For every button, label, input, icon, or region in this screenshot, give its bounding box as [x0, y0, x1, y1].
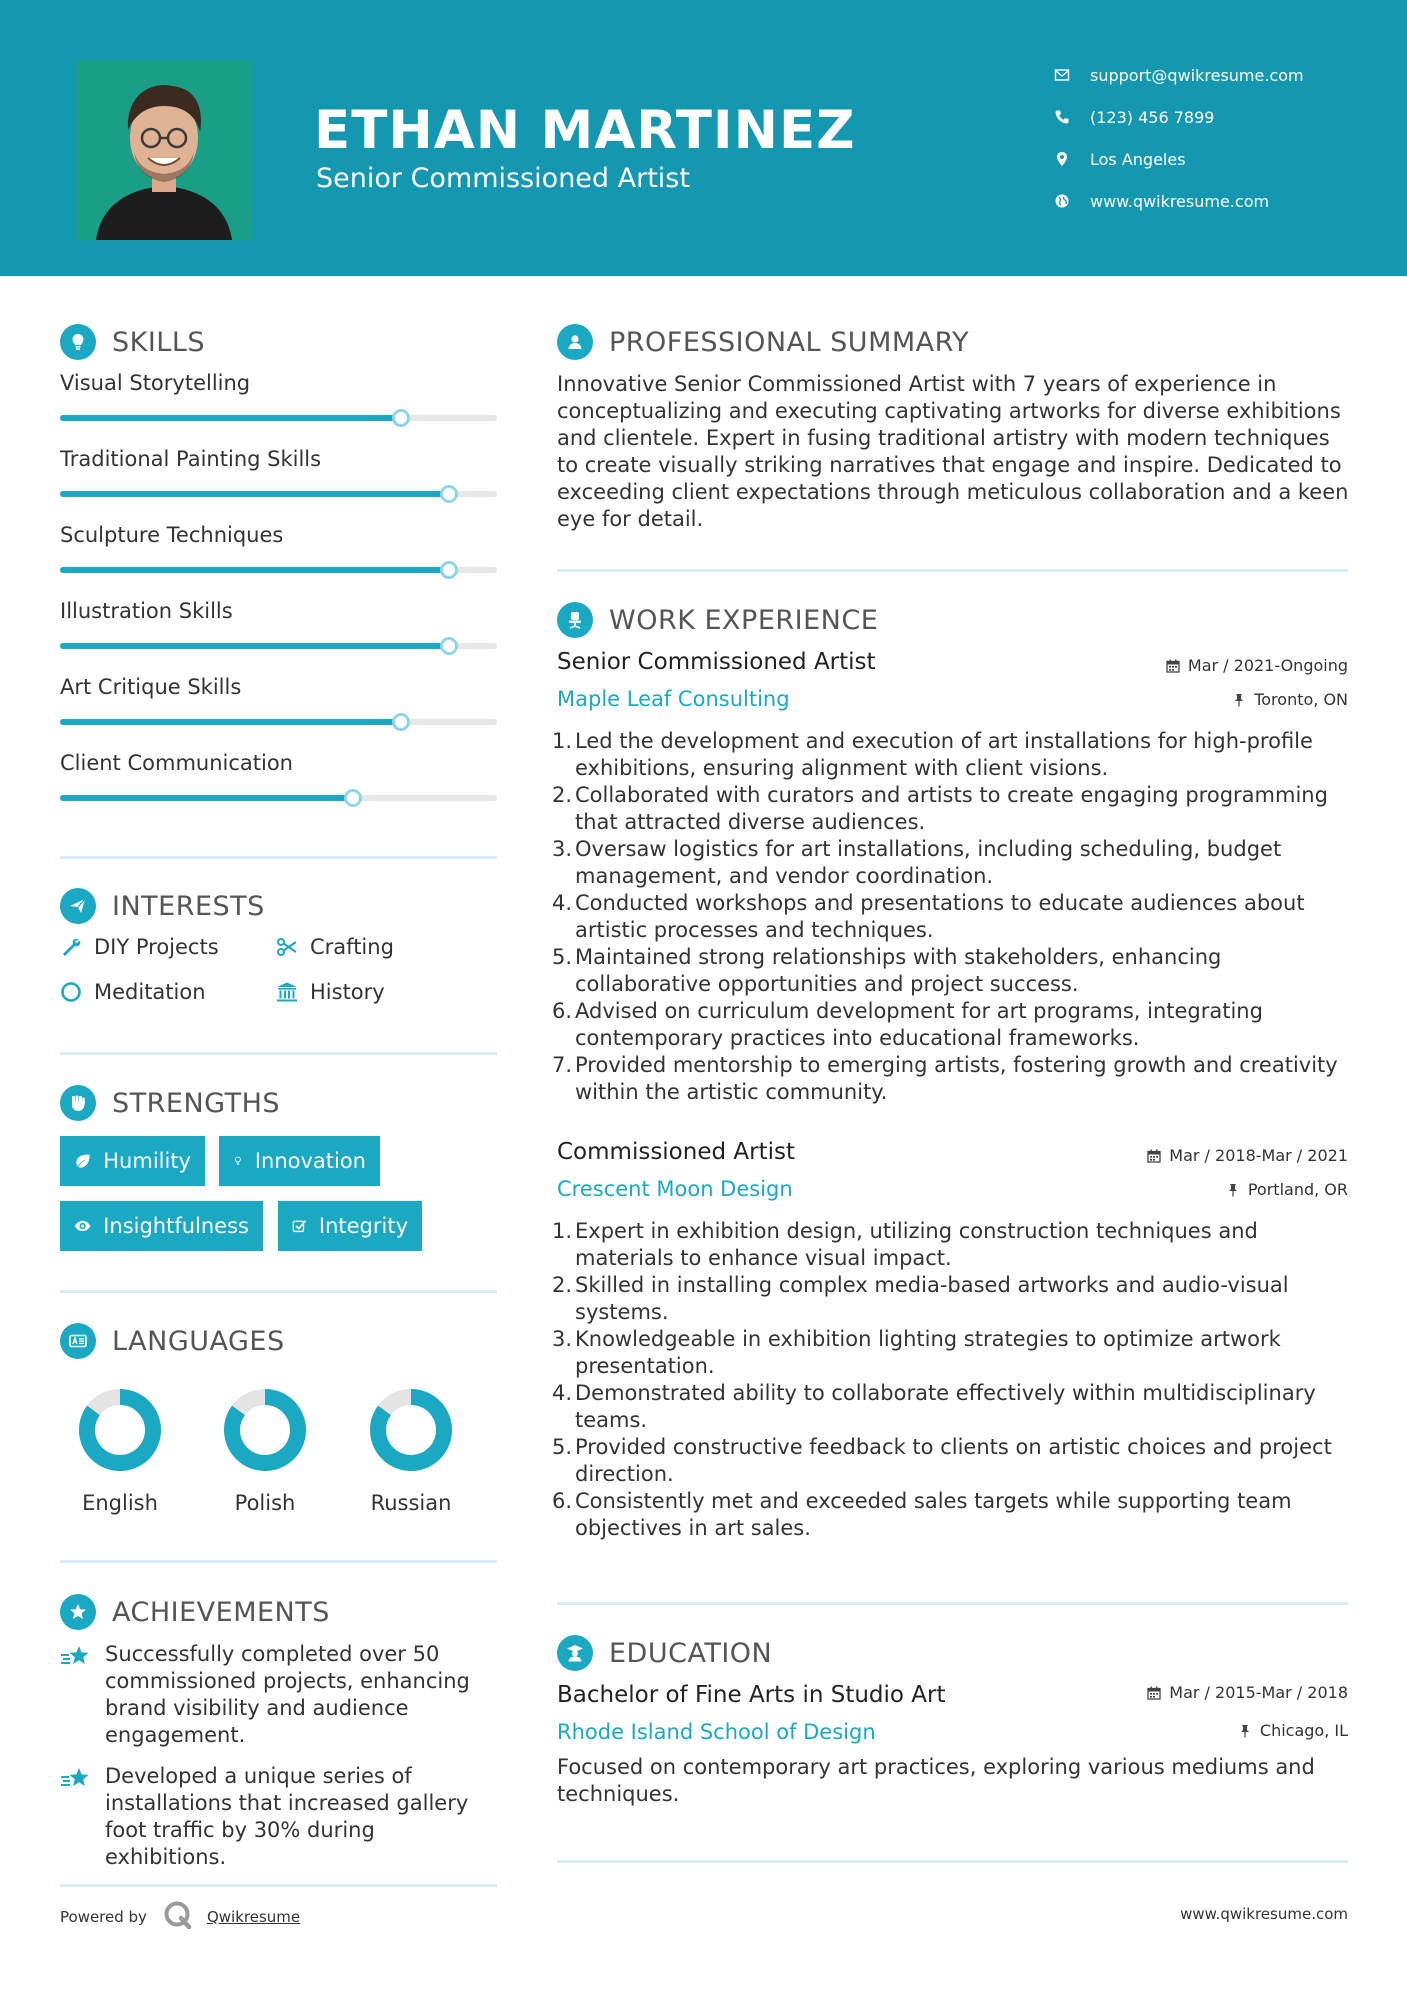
list-item: 4. Demonstrated ability to collaborate effectively within multidisciplinary teams.: [552, 1380, 1352, 1434]
contact-list: [1054, 54, 1394, 222]
list-item: 1. Led the development and execution of art installations for high-profile exhibitions, ensuring alignment with client visions.: [552, 728, 1352, 782]
skill-bar: [60, 415, 497, 421]
contact-location: [1054, 138, 1394, 180]
section-divider: [557, 1860, 1348, 1863]
skill-bar: [60, 643, 497, 649]
achievement-text: Successfully completed over 50 commissioned projects, enhancing brand visibility and audience engagement.: [105, 1642, 470, 1747]
language-item: [50, 1387, 190, 1515]
list-item-text: Skilled in installing complex media-based artworks and audio-visual systems.: [575, 1273, 1289, 1324]
wrench-icon: [60, 936, 94, 958]
skill-bar-knob: [440, 637, 458, 655]
education-description: Focused on contemporary art practices, exploring various mediums and techniques.: [557, 1755, 1315, 1806]
skill-bar-knob: [392, 713, 410, 731]
list-item: 1. Expert in exhibition design, utilizing construction techniques and materials to enhance visual impact.: [552, 1218, 1352, 1272]
avatar-icon: [76, 60, 252, 240]
skill-bar-knob: [440, 485, 458, 503]
language-level-ring: [77, 1387, 163, 1473]
job-title: Senior Commissioned Artist: [557, 649, 876, 675]
contact-website[interactable]: [1054, 180, 1394, 222]
company-name: Crescent Moon Design: [557, 1177, 793, 1201]
interest-label: Crafting: [310, 935, 394, 959]
school-name: Rhode Island School of Design: [557, 1720, 876, 1744]
list-item: 2. Collaborated with curators and artists to create engaging programming that attracted diverse audiences.: [552, 782, 1352, 836]
language-item: [341, 1387, 481, 1515]
achievements-heading: [60, 1594, 330, 1630]
skill-item: [60, 599, 497, 623]
lightbulb-icon: [60, 324, 96, 360]
section-title: ACHIEVEMENTS: [112, 1596, 330, 1628]
education-date-text: Mar / 2015-Mar / 2018: [1169, 1683, 1348, 1702]
list-item: 5. Maintained strong relationships with stakeholders, enhancing collaborative opportunities and project success.: [552, 944, 1352, 998]
list-item-text: Expert in exhibition design, utilizing construction techniques and materials to enhance visual impact.: [575, 1219, 1258, 1270]
strengths-heading: [60, 1085, 280, 1121]
list-item-text: Knowledgeable in exhibition lighting strategies to optimize artwork presentation.: [575, 1327, 1281, 1378]
education-location-text: Chicago, IL: [1259, 1721, 1348, 1740]
section-divider: [60, 1560, 497, 1563]
contact-text: Los Angeles: [1090, 149, 1186, 169]
job-date: [1166, 656, 1348, 675]
calendar-icon: [1166, 659, 1180, 673]
section-title: EDUCATION: [609, 1637, 773, 1669]
skill-item: [60, 523, 497, 547]
languages-heading: [60, 1323, 285, 1359]
candidate-title: Senior Commissioned Artist: [316, 163, 690, 194]
strength-tag: [60, 1201, 263, 1251]
skill-item: [60, 675, 497, 699]
skill-label: Visual Storytelling: [60, 371, 251, 395]
list-item: 6. Advised on curriculum development for art programs, integrating contemporary practices into educational frameworks.: [552, 998, 1352, 1052]
job-location-text: Portland, OR: [1247, 1180, 1348, 1199]
user-icon: [557, 324, 593, 360]
globe-icon: [1054, 193, 1090, 209]
interest-label: Meditation: [94, 980, 206, 1004]
list-item: 6. Consistently met and exceeded sales targets while supporting team objectives in art sales.: [552, 1488, 1352, 1542]
education-date: [1147, 1683, 1348, 1702]
education-heading: [557, 1635, 772, 1671]
list-item-text: Provided mentorship to emerging artists, fostering growth and creativity within the artistic community.: [575, 1053, 1338, 1104]
list-item: 4. Conducted workshops and presentations to educate audiences about artistic processes and techniques.: [552, 890, 1352, 944]
calendar-icon: [1147, 1686, 1161, 1700]
strength-tag: [278, 1201, 422, 1251]
calendar-icon: [1147, 1149, 1161, 1163]
contact-email[interactable]: [1054, 54, 1394, 96]
section-title: PROFESSIONAL SUMMARY: [609, 326, 970, 358]
section-divider: [557, 1602, 1348, 1605]
leaf-icon: [74, 1150, 91, 1172]
strength-label: Innovation: [254, 1149, 366, 1173]
skill-bar-fill: [60, 491, 449, 497]
candidate-name: ETHAN MARTINEZ: [314, 100, 856, 161]
pushpin-icon: [1226, 1183, 1240, 1197]
skill-bar-fill: [60, 643, 449, 649]
circle-icon: [60, 981, 94, 1003]
list-item-text: Consistently met and exceeded sales targets while supporting team objectives in art sales.: [575, 1489, 1292, 1540]
skill-bar-fill: [60, 795, 353, 801]
interest-item: [60, 935, 219, 959]
job-responsibilities: [552, 728, 1352, 1106]
experience-heading: [557, 602, 878, 638]
pushpin-icon: [1238, 1724, 1252, 1738]
skill-bar-knob: [440, 561, 458, 579]
section-title: INTERESTS: [112, 890, 265, 922]
list-item-text: Advised on curriculum development for art programs, integrating contemporary practices into educational frameworks.: [575, 999, 1263, 1050]
job-title: Commissioned Artist: [557, 1139, 795, 1165]
section-title: LANGUAGES: [112, 1325, 285, 1357]
list-item: 5. Provided constructive feedback to clients on artistic choices and project direction.: [552, 1434, 1352, 1488]
list-item: 2. Skilled in installing complex media-based artworks and audio-visual systems.: [552, 1272, 1352, 1326]
list-item-text: Provided constructive feedback to clients on artistic choices and project direction.: [575, 1435, 1332, 1486]
skill-item: [60, 751, 497, 775]
job-date-text: Mar / 2018-Mar / 2021: [1169, 1146, 1348, 1165]
language-icon: [60, 1323, 96, 1359]
language-label: Polish: [234, 1491, 296, 1515]
skill-bar-knob: [344, 789, 362, 807]
company-name: Maple Leaf Consulting: [557, 687, 790, 711]
job-location: [1226, 1180, 1348, 1199]
skill-label: Art Critique Skills: [60, 675, 242, 699]
skills-heading: [60, 324, 205, 360]
pushpin-icon: [1232, 693, 1246, 707]
interest-label: History: [310, 980, 385, 1004]
skill-label: Client Communication: [60, 751, 293, 775]
strength-tag: [60, 1136, 205, 1186]
skill-bar-knob: [392, 409, 410, 427]
skill-label: Illustration Skills: [60, 599, 233, 623]
skill-bar-fill: [60, 719, 401, 725]
degree-title: Bachelor of Fine Arts in Studio Art: [557, 1682, 946, 1708]
list-item-text: Oversaw logistics for art installations, including scheduling, budget management, and vendor coordination.: [575, 837, 1282, 888]
list-item-text: Maintained strong relationships with stakeholders, enhancing collaborative opportunities and project success.: [575, 945, 1222, 996]
skill-bar: [60, 491, 497, 497]
job-date-text: Mar / 2021-Ongoing: [1187, 656, 1348, 675]
section-divider: [557, 569, 1348, 572]
resume-header: [0, 0, 1407, 276]
list-item-text: Conducted workshops and presentations to educate audiences about artistic processes and techniques.: [575, 891, 1305, 942]
contact-text: www.qwikresume.com: [1090, 191, 1270, 211]
section-divider: [60, 856, 497, 859]
skill-item: [60, 371, 497, 395]
strength-label: Integrity: [318, 1214, 408, 1238]
strength-tag: [219, 1136, 380, 1186]
shooting-star-icon: [60, 1641, 105, 1749]
list-item: 3. Oversaw logistics for art installations, including scheduling, budget management, and vendor coordination.: [552, 836, 1352, 890]
skill-item: [60, 447, 497, 471]
summary-heading: [557, 324, 969, 360]
lightbulb-icon: [233, 1150, 243, 1172]
graduate-icon: [557, 1635, 593, 1671]
location-pin-icon: [1054, 151, 1090, 167]
shooting-star-icon: [60, 1763, 105, 1871]
section-title: STRENGTHS: [112, 1087, 281, 1119]
list-item: 7. Provided mentorship to emerging artists, fostering growth and creativity within the artistic community.: [552, 1052, 1352, 1106]
contact-text: (123) 456 7899: [1090, 107, 1215, 127]
footer-powered-by: [60, 1900, 300, 1934]
skill-label: Traditional Painting Skills: [60, 447, 322, 471]
star-badge-icon: [60, 1594, 96, 1630]
skill-bar-fill: [60, 415, 401, 421]
paper-plane-icon: [60, 888, 96, 924]
strength-label: Humility: [103, 1149, 191, 1173]
scissors-icon: [276, 936, 310, 958]
job-responsibilities: [552, 1218, 1352, 1542]
language-item: [195, 1387, 335, 1515]
email-icon: [1054, 67, 1090, 83]
eye-icon: [74, 1215, 91, 1237]
skill-bar: [60, 795, 497, 801]
section-title: WORK EXPERIENCE: [609, 604, 879, 636]
interest-item: [276, 935, 394, 959]
fist-icon: [60, 1085, 96, 1121]
contact-phone[interactable]: [1054, 96, 1394, 138]
section-divider: [60, 1052, 497, 1055]
strength-label: Insightfulness: [103, 1214, 249, 1238]
interest-label: DIY Projects: [94, 935, 219, 959]
job-location: [1232, 690, 1348, 709]
interest-item: [276, 980, 385, 1004]
section-title: SKILLS: [112, 326, 206, 358]
contact-text: support@qwikresume.com: [1090, 65, 1304, 85]
achievement-item: [60, 1763, 500, 1871]
job-date: [1147, 1146, 1348, 1165]
job-location-text: Toronto, ON: [1254, 690, 1348, 709]
skill-bar: [60, 719, 497, 725]
powered-by-label: Powered by: [60, 1908, 147, 1926]
skill-label: Sculpture Techniques: [60, 523, 284, 547]
language-label: Russian: [370, 1491, 452, 1515]
phone-icon: [1054, 109, 1090, 125]
profile-photo: [76, 60, 252, 240]
list-item: 3. Knowledgeable in exhibition lighting strategies to optimize artwork presentation.: [552, 1326, 1352, 1380]
list-item-text: Demonstrated ability to collaborate effectively within multidisciplinary teams.: [575, 1381, 1316, 1432]
language-level-ring: [222, 1387, 308, 1473]
language-level-ring: [368, 1387, 454, 1473]
qwikresume-link[interactable]: Qwikresume: [206, 1908, 301, 1926]
skill-bar: [60, 567, 497, 573]
list-item-text: Led the development and execution of art installations for high-profile exhibitions, ensuring alignment with client visions.: [575, 729, 1313, 780]
section-divider: [60, 1884, 497, 1887]
skill-bar-fill: [60, 567, 449, 573]
interests-heading: [60, 888, 265, 924]
education-location: [1238, 1721, 1348, 1740]
list-item-text: Collaborated with curators and artists to create engaging programming that attracted diverse audiences.: [575, 783, 1328, 834]
section-divider: [60, 1290, 497, 1293]
achievement-item: [60, 1641, 500, 1749]
office-chair-icon: [557, 602, 593, 638]
language-label: English: [82, 1491, 158, 1515]
qwikresume-logo-icon: [163, 1900, 193, 1934]
check-square-icon: [292, 1215, 307, 1237]
achievement-text: Developed a unique series of installations that increased gallery foot traffic by 30% during exhibitions.: [105, 1764, 469, 1869]
summary-text: Innovative Senior Commissioned Artist with 7 years of experience in conceptualizing and executing captivating artworks for diverse exhibitions and clientele. Expert in fusing traditional artistry with modern techniques to create visually striking narratives that engage and inspire. Dedicated to exceeding client expectations through meticulous collaboration and a keen eye for detail.: [557, 372, 1349, 531]
museum-icon: [276, 981, 310, 1003]
footer-website[interactable]: www.qwikresume.com: [1180, 1905, 1348, 1923]
interest-item: [60, 980, 206, 1004]
